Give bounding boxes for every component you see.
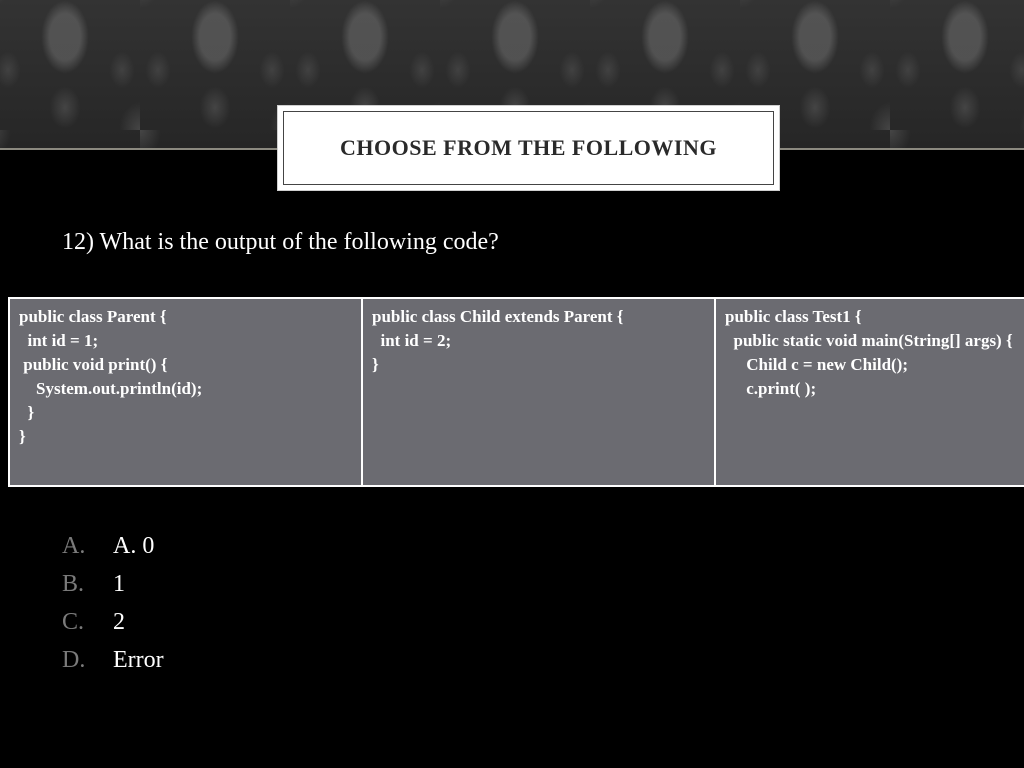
answer-list (62, 533, 164, 685)
answer-letter: B. (62, 571, 85, 597)
title-box-frame (283, 111, 774, 185)
code-table (8, 297, 1024, 487)
code-cell-parent: public class Parent { int id = 1; public void print() { System.out.println(id); } } (9, 298, 362, 486)
code-table-row (9, 298, 1024, 486)
question-text: 12) What is the output of the following code? (62, 229, 499, 255)
title-box (277, 105, 780, 191)
answer-letter: C. (62, 609, 85, 635)
answer-option-a[interactable] (62, 533, 164, 571)
slide-title: CHOOSE FROM THE FOLLOWING (340, 135, 717, 160)
answer-option-d[interactable] (62, 647, 164, 685)
code-cell-child: public class Child extends Parent { int id = 2; } (362, 298, 715, 486)
code-cell-test1: public class Test1 { public static void main(String[] args) { Child c = new Child(); c.print( ); (715, 298, 1024, 486)
answer-letter: A. (62, 533, 86, 559)
answer-text: Error (113, 647, 164, 673)
answer-letter: D. (62, 647, 86, 673)
answer-text: A. 0 (113, 533, 155, 559)
answer-option-b[interactable] (62, 571, 164, 609)
answer-text: 2 (113, 609, 125, 635)
answer-text: 1 (113, 571, 125, 597)
answer-option-c[interactable] (62, 609, 164, 647)
